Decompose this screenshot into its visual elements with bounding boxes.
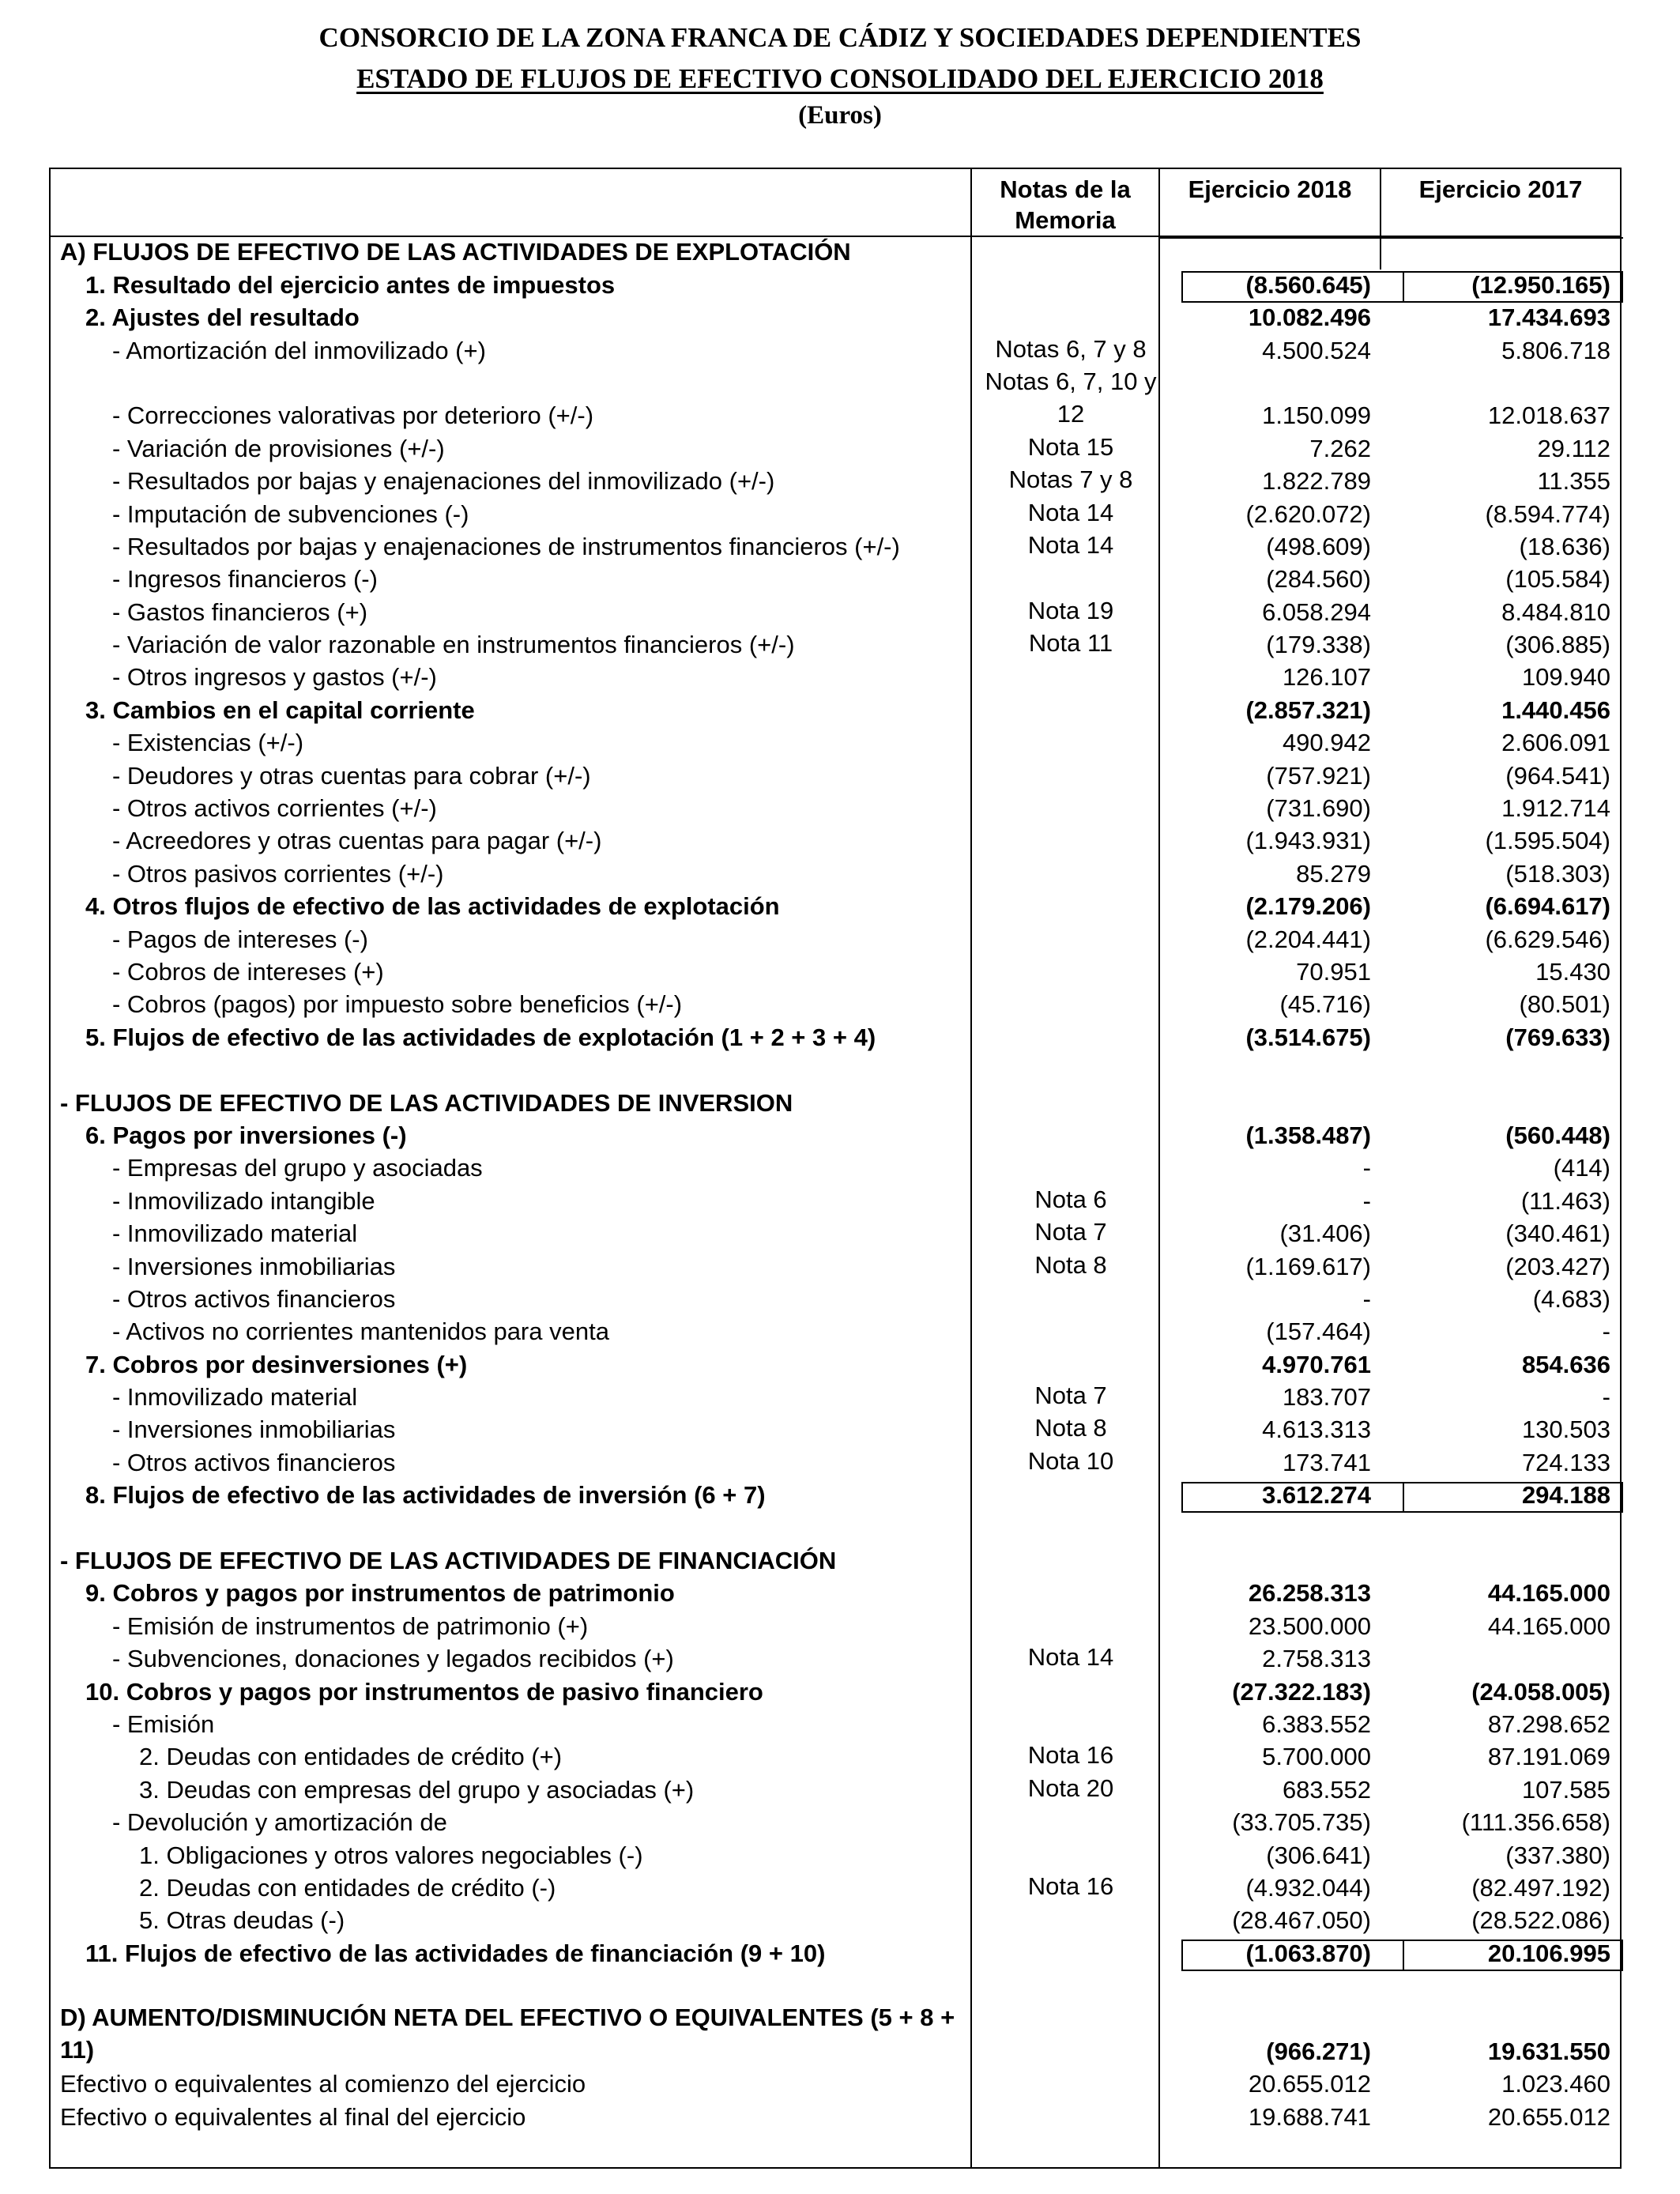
value-2018: 7.262 xyxy=(1309,434,1371,462)
value-2017: 87.191.069 xyxy=(1487,1743,1610,1771)
table-row xyxy=(51,1873,1623,1906)
value-2017: 724.133 xyxy=(1521,1448,1610,1476)
value-2018: (8.560.645) xyxy=(1245,270,1371,299)
value-2017: 294.188 xyxy=(1521,1481,1610,1510)
value-2018: (731.690) xyxy=(1266,794,1371,823)
row-nota: Nota 6 xyxy=(1034,1185,1107,1213)
value-2018: 26.258.313 xyxy=(1248,1579,1371,1608)
value-2018: 6.383.552 xyxy=(1262,1710,1371,1738)
value-2017: (414) xyxy=(1553,1154,1610,1182)
row-nota: Nota 7 xyxy=(1034,1218,1107,1246)
table-row xyxy=(51,826,1623,858)
value-2018: (1.358.487) xyxy=(1245,1121,1371,1149)
value-2017: 44.165.000 xyxy=(1487,1612,1610,1640)
table-row xyxy=(51,760,1623,793)
value-2018: 683.552 xyxy=(1282,1775,1371,1804)
value-2018: (179.338) xyxy=(1266,631,1371,659)
value-2018: 173.741 xyxy=(1282,1448,1371,1476)
table-row xyxy=(51,1840,1623,1872)
report-title xyxy=(0,63,1680,95)
row-nota: Nota 8 xyxy=(1034,1414,1107,1442)
value-2017: 87.298.652 xyxy=(1487,1710,1610,1738)
value-2018: (966.271) xyxy=(1266,2037,1371,2065)
value-2017: 109.940 xyxy=(1521,663,1610,692)
value-2018: (4.932.044) xyxy=(1245,1873,1371,1902)
table-row xyxy=(51,270,1623,302)
value-2018: 4.500.524 xyxy=(1262,336,1371,364)
value-2017: (11.463) xyxy=(1520,1186,1610,1215)
table-row xyxy=(51,728,1623,760)
table-row xyxy=(51,1644,1623,1676)
value-2018: 5.700.000 xyxy=(1262,1743,1371,1771)
table-row xyxy=(51,1611,1623,1643)
table-row xyxy=(51,1349,1623,1382)
row-label: 6. Pagos por inversiones (-) xyxy=(85,1121,407,1149)
table-row xyxy=(51,1742,1623,1774)
row-label: 11. Flujos de efectivo de las actividades de financiación (9 + 10) xyxy=(85,1939,826,1967)
row-label: - Devolución y amortización de xyxy=(112,1808,447,1837)
row-label: - Cobros de intereses (+) xyxy=(112,958,384,986)
row-label: - FLUJOS DE EFECTIVO DE LAS ACTIVIDADES DE INVERSION xyxy=(60,1088,793,1117)
value-2018: 183.707 xyxy=(1282,1383,1371,1412)
table-row xyxy=(51,1022,1623,1054)
value-2017: (306.885) xyxy=(1505,631,1610,659)
table-row xyxy=(51,2102,1623,2134)
table-row xyxy=(51,368,1623,434)
table-row xyxy=(51,1186,1623,1218)
value-2018: 1.150.099 xyxy=(1262,401,1371,430)
value-2017: 2.606.091 xyxy=(1501,729,1610,757)
row-label: 4. Otros flujos de efectivo de las actividades de explotación xyxy=(85,892,780,921)
value-2018: (45.716) xyxy=(1279,990,1371,1019)
value-2018: (27.322.183) xyxy=(1232,1677,1371,1706)
row-label: - Inversiones inmobiliarias xyxy=(112,1252,396,1280)
row-label: - Resultados por bajas y enajenaciones del inmovilizado (+/-) xyxy=(112,467,775,496)
row-label: - Deudores y otras cuentas para cobrar (+/-) xyxy=(112,761,591,790)
value-2018: 6.058.294 xyxy=(1262,598,1371,626)
value-2017: 17.434.693 xyxy=(1487,303,1610,332)
table-row xyxy=(51,630,1623,662)
row-label: 5. Otras deudas (-) xyxy=(139,1906,345,1935)
table-row xyxy=(51,858,1623,891)
value-2018: 3.612.274 xyxy=(1262,1481,1371,1510)
value-2018: 70.951 xyxy=(1296,958,1371,986)
row-label: 1. Obligaciones y otros valores negociables (-) xyxy=(139,1841,643,1869)
row-nota: Nota 15 xyxy=(1027,432,1114,461)
row-label: - Correcciones valorativas por deterioro (+/-) xyxy=(112,401,594,430)
value-2018: 20.655.012 xyxy=(1248,2070,1371,2098)
table-row xyxy=(51,2004,1623,2069)
table-row xyxy=(51,957,1623,990)
row-label: A) FLUJOS DE EFECTIVO DE LAS ACTIVIDADES DE EXPLOTACIÓN xyxy=(60,238,851,266)
row-label: - Variación de valor razonable en instrumentos financieros (+/-) xyxy=(112,631,795,659)
value-2018: (28.467.050) xyxy=(1232,1906,1371,1935)
value-2018: (2.857.321) xyxy=(1245,696,1371,724)
row-label: 5. Flujos de efectivo de las actividades de explotación (1 + 2 + 3 + 4) xyxy=(85,1023,876,1051)
table-row xyxy=(51,1710,1623,1742)
row-label: - Ingresos financieros (-) xyxy=(112,565,378,594)
spacer-row xyxy=(51,1513,1623,1545)
value-2017: 29.112 xyxy=(1537,434,1610,462)
row-label: - Pagos de intereses (-) xyxy=(112,925,368,953)
value-2018: 1.822.789 xyxy=(1262,467,1371,496)
row-label: 7. Cobros por desinversiones (+) xyxy=(85,1350,468,1378)
row-label: - Inversiones inmobiliarias xyxy=(112,1416,396,1444)
col-header-notas: Notas de la Memoria xyxy=(1000,175,1131,234)
value-2018: (306.641) xyxy=(1266,1841,1371,1869)
value-2018: - xyxy=(1362,1154,1371,1182)
value-2017: (12.950.165) xyxy=(1471,270,1610,299)
row-nota: Nota 16 xyxy=(1027,1872,1114,1900)
table-row xyxy=(51,1546,1623,1578)
table-row xyxy=(51,335,1623,368)
row-label: Efectivo o equivalentes al final del ejercicio xyxy=(60,2102,526,2131)
row-nota: Nota 14 xyxy=(1027,1643,1114,1672)
value-2018: - xyxy=(1362,1284,1371,1313)
value-2018: 23.500.000 xyxy=(1248,1612,1371,1640)
row-nota: Nota 19 xyxy=(1027,596,1114,624)
section-rule xyxy=(1158,237,1623,239)
value-2018: 126.107 xyxy=(1282,663,1371,692)
value-2017: 8.484.810 xyxy=(1501,598,1610,626)
value-2017: (964.541) xyxy=(1505,761,1610,790)
row-label: - Subvenciones, donaciones y legados recibidos (+) xyxy=(112,1645,674,1673)
row-label: 2. Deudas con entidades de crédito (+) xyxy=(139,1743,563,1771)
row-nota: Notas 6, 7, 10 y 12 xyxy=(985,368,1157,428)
row-label: - Variación de provisiones (+/-) xyxy=(112,434,445,462)
row-label: - Existencias (+/-) xyxy=(112,729,304,757)
value-2017: 1.912.714 xyxy=(1501,794,1610,823)
row-label: - Gastos financieros (+) xyxy=(112,598,368,626)
row-nota: Notas 6, 7 y 8 xyxy=(995,334,1147,363)
value-2018: (2.179.206) xyxy=(1245,892,1371,921)
table-row xyxy=(51,564,1623,597)
value-2017: 12.018.637 xyxy=(1487,401,1610,430)
value-2017: 107.585 xyxy=(1521,1775,1610,1804)
value-2018: - xyxy=(1362,1186,1371,1215)
table-row xyxy=(51,1088,1623,1120)
row-nota: Nota 7 xyxy=(1034,1382,1107,1410)
value-2018: (1.063.870) xyxy=(1245,1939,1371,1967)
row-label: Efectivo o equivalentes al comienzo del ejercicio xyxy=(60,2070,586,2098)
row-label: 1. Resultado del ejercicio antes de impuestos xyxy=(85,270,616,299)
value-2017: (560.448) xyxy=(1505,1121,1610,1149)
value-2018: 85.279 xyxy=(1296,859,1371,888)
value-2018: (2.620.072) xyxy=(1245,499,1371,528)
table-row xyxy=(51,532,1623,564)
row-label: - Resultados por bajas y enajenaciones de instrumentos financieros (+/-) xyxy=(112,532,900,560)
table-row xyxy=(51,1219,1623,1251)
row-nota: Nota 8 xyxy=(1034,1250,1107,1279)
value-2017: (105.584) xyxy=(1505,565,1610,594)
row-label: 10. Cobros y pagos por instrumentos de pasivo financiero xyxy=(85,1677,763,1706)
row-nota: Nota 11 xyxy=(1028,629,1113,658)
table-row xyxy=(51,1251,1623,1284)
table-row xyxy=(51,466,1623,499)
value-2017: 19.631.550 xyxy=(1487,2037,1610,2065)
row-label: - Inmovilizado material xyxy=(112,1383,358,1412)
row-nota: Notas 7 y 8 xyxy=(1008,466,1133,494)
row-label: - Otros ingresos y gastos (+/-) xyxy=(112,663,437,692)
table-row xyxy=(51,1415,1623,1447)
value-2017: 854.636 xyxy=(1521,1350,1610,1378)
value-2018: 10.082.496 xyxy=(1248,303,1371,332)
table-row xyxy=(51,1578,1623,1611)
table-row xyxy=(51,1153,1623,1186)
value-2017: 5.806.718 xyxy=(1501,336,1610,364)
row-nota: Nota 16 xyxy=(1027,1741,1114,1770)
cash-flow-table xyxy=(49,168,1622,2169)
row-label: - Inmovilizado material xyxy=(112,1220,358,1248)
row-label: 9. Cobros y pagos por instrumentos de patrimonio xyxy=(85,1579,675,1608)
row-nota: Nota 14 xyxy=(1027,530,1114,559)
value-2018: 19.688.741 xyxy=(1248,2102,1371,2131)
value-2018: (2.204.441) xyxy=(1245,925,1371,953)
table-row xyxy=(51,892,1623,924)
row-nota: Nota 14 xyxy=(1027,498,1114,526)
value-2017: (337.380) xyxy=(1505,1841,1610,1869)
row-label: 2. Ajustes del resultado xyxy=(85,303,360,332)
table-row xyxy=(51,303,1623,335)
value-2018: (1.943.931) xyxy=(1245,827,1371,855)
report-entity-title: CONSORCIO DE LA ZONA FRANCA DE CÁDIZ Y SOCIEDADES DEPENDIENTES xyxy=(318,22,1362,53)
value-2017: 20.106.995 xyxy=(1487,1939,1610,1967)
value-2017: 20.655.012 xyxy=(1487,2102,1610,2131)
spacer-row xyxy=(51,1055,1623,1088)
value-2017: (18.636) xyxy=(1519,532,1610,560)
report-title-text: ESTADO DE FLUJOS DE EFECTIVO CONSOLIDADO DEL EJERCICIO 2018 xyxy=(356,63,1324,94)
value-2017: (28.522.086) xyxy=(1471,1906,1610,1935)
value-2017: (1.595.504) xyxy=(1485,827,1610,855)
row-label: - Amortización del inmovilizado (+) xyxy=(112,336,486,364)
table-row xyxy=(51,695,1623,727)
table-row xyxy=(51,1447,1623,1480)
value-2018: (1.169.617) xyxy=(1245,1252,1371,1280)
table-body xyxy=(51,237,1623,2135)
value-2017: 1.440.456 xyxy=(1501,696,1610,724)
y2017-column-divider xyxy=(1380,237,1381,270)
row-label: - Activos no corrientes mantenidos para venta xyxy=(112,1318,609,1346)
value-2017: 44.165.000 xyxy=(1487,1579,1610,1608)
table-row xyxy=(51,1676,1623,1709)
row-label: - Emisión de instrumentos de patrimonio (+) xyxy=(112,1612,589,1640)
value-2018: (157.464) xyxy=(1266,1318,1371,1346)
value-2017: (82.497.192) xyxy=(1471,1873,1610,1902)
row-label: - Otros activos financieros xyxy=(112,1284,396,1313)
row-label: - Cobros (pagos) por impuesto sobre beneficios (+/-) xyxy=(112,990,683,1019)
row-nota: Nota 20 xyxy=(1027,1774,1114,1802)
value-2017: (8.594.774) xyxy=(1485,499,1610,528)
value-2018: (33.705.735) xyxy=(1232,1808,1371,1837)
row-label: 3. Deudas con empresas del grupo y asociadas (+) xyxy=(139,1775,695,1804)
value-2018: (498.609) xyxy=(1266,532,1371,560)
row-label: - FLUJOS DE EFECTIVO DE LAS ACTIVIDADES DE FINANCIACIÓN xyxy=(60,1547,837,1575)
value-2018: (3.514.675) xyxy=(1245,1023,1371,1051)
value-2017: (111.356.658) xyxy=(1461,1808,1610,1837)
row-label: - Acreedores y otras cuentas para pagar (+/-) xyxy=(112,827,602,855)
value-2017: (6.694.617) xyxy=(1485,892,1610,921)
table-row xyxy=(51,1906,1623,1938)
value-2018: (284.560) xyxy=(1266,565,1371,594)
value-2018: (757.921) xyxy=(1266,761,1371,790)
table-row xyxy=(51,597,1623,629)
table-row xyxy=(51,1480,1623,1513)
value-2018: 490.942 xyxy=(1282,729,1371,757)
value-2017: (24.058.005) xyxy=(1471,1677,1610,1706)
row-label: - Empresas del grupo y asociadas xyxy=(112,1154,483,1182)
row-label: D) AUMENTO/DISMINUCIÓN NETA DEL EFECTIVO O EQUIVALENTES (5 + 8 + 11) xyxy=(60,2003,955,2064)
value-2018: 4.970.761 xyxy=(1262,1350,1371,1378)
value-2017: 130.503 xyxy=(1521,1416,1610,1444)
value-2017: 1.023.460 xyxy=(1501,2070,1610,2098)
value-2017: (80.501) xyxy=(1519,990,1610,1019)
row-label: - Otros activos corrientes (+/-) xyxy=(112,794,437,823)
value-2017: - xyxy=(1602,1318,1610,1346)
value-2017: 15.430 xyxy=(1535,958,1610,986)
value-2018: 2.758.313 xyxy=(1262,1645,1371,1673)
value-2017: (340.461) xyxy=(1505,1220,1610,1248)
row-label: 3. Cambios en el capital corriente xyxy=(85,696,475,724)
row-label: - Inmovilizado intangible xyxy=(112,1186,375,1215)
table-row xyxy=(51,662,1623,695)
table-row xyxy=(51,794,1623,826)
spacer-row xyxy=(51,1971,1623,2004)
value-2017: 11.355 xyxy=(1537,467,1610,496)
table-row xyxy=(51,1808,1623,1840)
table-row xyxy=(51,433,1623,466)
value-2017: (203.427) xyxy=(1505,1252,1610,1280)
report-unit: (Euros) xyxy=(798,101,882,130)
row-label: 8. Flujos de efectivo de las actividades de inversión (6 + 7) xyxy=(85,1481,766,1510)
value-2017: (769.633) xyxy=(1505,1023,1610,1051)
col-header-2018: Ejercicio 2018 xyxy=(1188,175,1352,203)
value-2017: (518.303) xyxy=(1505,859,1610,888)
table-row xyxy=(51,924,1623,956)
row-label: 2. Deudas con entidades de crédito (-) xyxy=(139,1873,556,1902)
table-row xyxy=(51,1382,1623,1415)
table-row xyxy=(51,1317,1623,1349)
row-label: - Otros pasivos corrientes (+/-) xyxy=(112,859,444,888)
table-row xyxy=(51,1121,1623,1153)
table-row xyxy=(51,499,1623,531)
value-2017: (4.683) xyxy=(1532,1284,1610,1313)
value-2017: - xyxy=(1602,1383,1610,1412)
table-row xyxy=(51,2069,1623,2102)
col-header-2017: Ejercicio 2017 xyxy=(1418,175,1583,203)
value-2018: 4.613.313 xyxy=(1262,1416,1371,1444)
row-label: - Emisión xyxy=(112,1710,215,1738)
row-label: - Imputación de subvenciones (-) xyxy=(112,499,469,528)
table-row xyxy=(51,1284,1623,1317)
table-row xyxy=(51,990,1623,1022)
table-row xyxy=(51,1938,1623,1970)
value-2017: (6.629.546) xyxy=(1485,925,1610,953)
row-nota: Nota 10 xyxy=(1027,1446,1114,1475)
value-2018: (31.406) xyxy=(1279,1220,1371,1248)
table-row xyxy=(51,237,1623,270)
row-label: - Otros activos financieros xyxy=(112,1448,396,1476)
table-row xyxy=(51,1774,1623,1807)
